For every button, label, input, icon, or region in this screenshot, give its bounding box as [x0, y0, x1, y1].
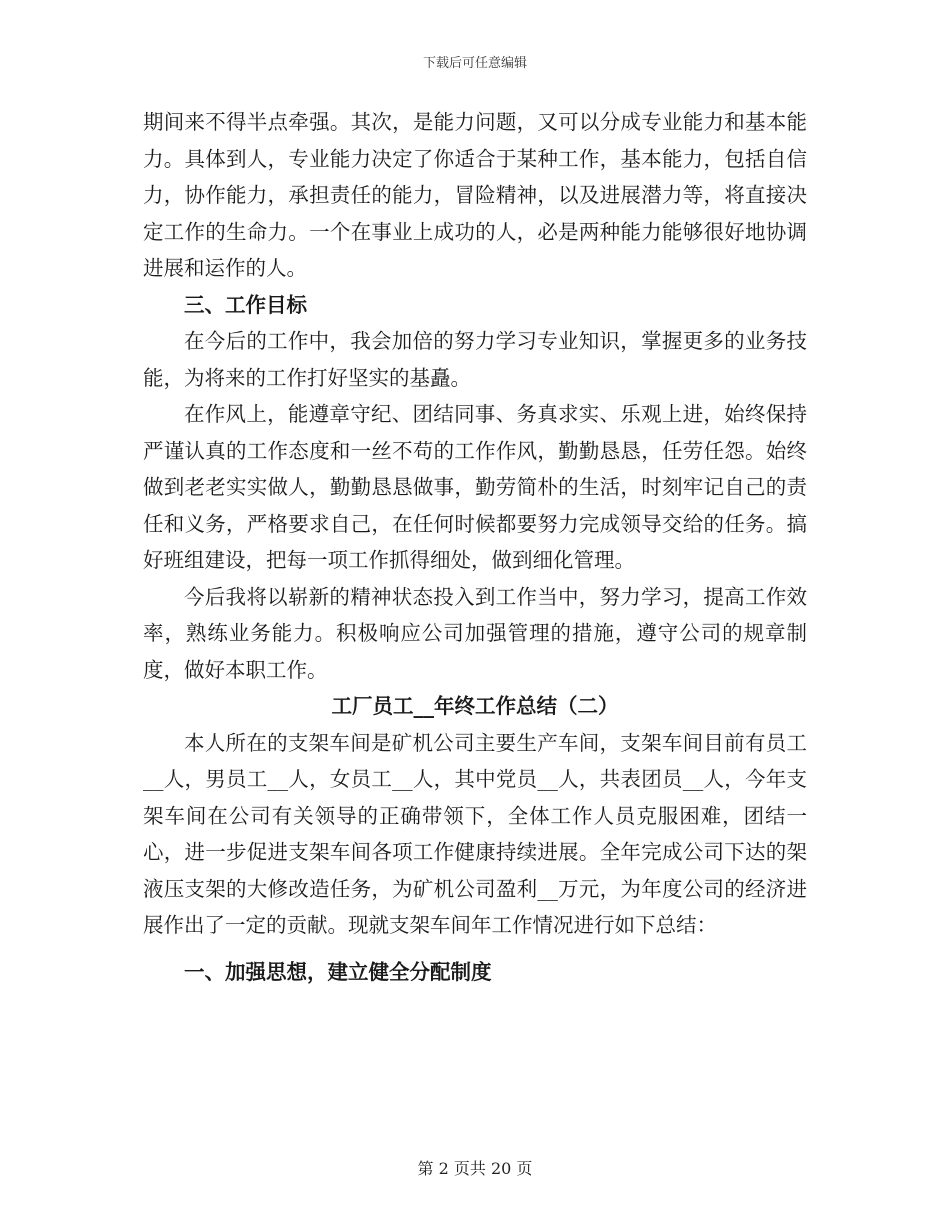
body-paragraph: 在今后的工作中，我会加倍的努力学习专业知识，掌握更多的业务技能，为将来的工作打好坚实的基矗。	[143, 329, 807, 390]
document-body	[143, 104, 807, 990]
body-paragraph: 本人所在的支架车间是矿机公司主要生产车间，支架车间目前有员工__人，男员工__人，女员工__人，其中党员__人，共表团员__人，今年支架车间在公司有关领导的正确带领下，全体工作人员克服困难，团结一心，进一步促进支架车间各项工作健康持续进展。全年完成公司下达的架液压支架的大修改造任务，为矿机公司盈利__万元，为年度公司的经济进展作出了一定的贡献。现就支架车间年工作情况进行如下总结：	[143, 730, 807, 937]
section-heading: 一、加强思想，建立健全分配制度	[184, 959, 492, 984]
section-heading: 三、工作目标	[184, 292, 307, 317]
document-subtitle: 工厂员工__年终工作总结（二）	[331, 694, 619, 718]
page-footer: 第 2 页共 20 页	[417, 1159, 533, 1178]
body-paragraph: 期间来不得半点牵强。其次，是能力问题，又可以分成专业能力和基本能力。具体到人，专业能力决定了你适合于某种工作，基本能力，包括自信力，协作能力，承担责任的能力，冒险精神，以及进展潜力等，将直接决定工作的生命力。一个在事业上成功的人，必是两种能力能够很好地协调进展和运作的人。	[143, 110, 807, 280]
page-header: 下载后可任意编辑	[422, 56, 527, 71]
body-paragraph: 在作风上，能遵章守纪、团结同事、务真求实、乐观上进，始终保持严谨认真的工作态度和一丝不苟的工作作风，勤勤恳恳，任劳任怨。始终做到老老实实做人，勤勤恳恳做事，勤劳简朴的生活，时刻牢记自己的责任和义务，严格要求自己，在任何时候都要努力完成领导交给的任务。搞好班组建设，把每一项工作抓得细处，做到细化管理。	[143, 402, 807, 572]
body-paragraph: 今后我将以崭新的精神状态投入到工作当中，努力学习，提高工作效率，熟练业务能力。积极响应公司加强管理的措施，遵守公司的规章制度，做好本职工作。	[143, 584, 807, 682]
